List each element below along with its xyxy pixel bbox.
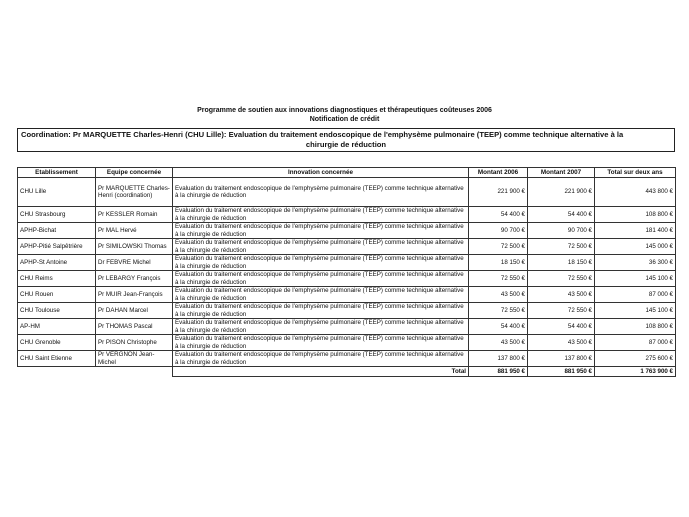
title-line-2: Notification de crédit bbox=[309, 116, 380, 123]
cell-montant-2006: 137 800 € bbox=[469, 351, 528, 367]
cell-etablissement: CHU Rouen bbox=[18, 287, 96, 303]
cell-total: 87 000 € bbox=[595, 335, 676, 351]
cell-innovation: Evaluation du traitement endoscopique de l'emphysème pulmonaire (TEEP) comme technique alternative à la chirurgie de réduction bbox=[173, 178, 469, 207]
cell-montant-2007: 72 550 € bbox=[528, 271, 595, 287]
cell-montant-2006: 18 150 € bbox=[469, 255, 528, 271]
cell-total: 145 100 € bbox=[595, 271, 676, 287]
col-header-equipe: Equipe concernée bbox=[96, 168, 173, 178]
cell-montant-2006: 72 500 € bbox=[469, 239, 528, 255]
cell-equipe: Pr SIMILOWSKI Thomas bbox=[96, 239, 173, 255]
cell-innovation: Evaluation du traitement endoscopique de l'emphysème pulmonaire (TEEP) comme technique alternative à la chirurgie de réduction bbox=[173, 255, 469, 271]
table-row bbox=[18, 287, 676, 303]
cell-montant-2007: 54 400 € bbox=[528, 207, 595, 223]
col-header-montant-2007: Montant 2007 bbox=[528, 168, 595, 178]
cell-equipe: Pr VERGNON Jean-Michel bbox=[96, 351, 173, 367]
cell-montant-2007: 18 150 € bbox=[528, 255, 595, 271]
cell-montant-2006: 43 500 € bbox=[469, 335, 528, 351]
cell-montant-2006: 54 400 € bbox=[469, 319, 528, 335]
col-header-innovation: Innovation concernée bbox=[173, 168, 469, 178]
cell-innovation: Evaluation du traitement endoscopique de l'emphysème pulmonaire (TEEP) comme technique alternative à la chirurgie de réduction bbox=[173, 207, 469, 223]
total-label: Total bbox=[173, 367, 469, 377]
cell-total: 443 800 € bbox=[595, 178, 676, 207]
cell-equipe: Pr MARQUETTE Charles-Henri (coordination) bbox=[96, 178, 173, 207]
cell-innovation: Evaluation du traitement endoscopique de l'emphysème pulmonaire (TEEP) comme technique alternative à la chirurgie de réduction bbox=[173, 223, 469, 239]
cell-total: 87 000 € bbox=[595, 287, 676, 303]
cell-equipe: Pr MAL Hervé bbox=[96, 223, 173, 239]
cell-etablissement: APHP-Pitié Salpêtrière bbox=[18, 239, 96, 255]
cell-montant-2006: 54 400 € bbox=[469, 207, 528, 223]
cell-montant-2007: 43 500 € bbox=[528, 335, 595, 351]
cell-etablissement: CHU Lille bbox=[18, 178, 96, 207]
coordination-line-1: Coordination: Pr MARQUETTE Charles-Henri (CHU Lille): Evaluation du traitement endoscopique de l'emphysème pulmonaire (TEEP) comme technique alternative à la bbox=[21, 130, 624, 139]
cell-equipe: Pr PISON Christophe bbox=[96, 335, 173, 351]
document-title bbox=[0, 106, 689, 124]
cell-total: 108 800 € bbox=[595, 207, 676, 223]
cell-montant-2007: 221 900 € bbox=[528, 178, 595, 207]
cell-montant-2007: 72 500 € bbox=[528, 239, 595, 255]
cell-total: 145 100 € bbox=[595, 303, 676, 319]
cell-etablissement: AP-HM bbox=[18, 319, 96, 335]
cell-montant-2007: 137 800 € bbox=[528, 351, 595, 367]
cell-montant-2006: 90 700 € bbox=[469, 223, 528, 239]
cell-total: 36 300 € bbox=[595, 255, 676, 271]
cell-innovation: Evaluation du traitement endoscopique de l'emphysème pulmonaire (TEEP) comme technique alternative à la chirurgie de réduction bbox=[173, 319, 469, 335]
cell-total: 181 400 € bbox=[595, 223, 676, 239]
cell-equipe: Pr KESSLER Romain bbox=[96, 207, 173, 223]
table-header-row bbox=[18, 168, 676, 178]
table-row bbox=[18, 319, 676, 335]
cell-montant-2006: 221 900 € bbox=[469, 178, 528, 207]
cell-total: 145 000 € bbox=[595, 239, 676, 255]
cell-etablissement: CHU Grenoble bbox=[18, 335, 96, 351]
cell-etablissement: CHU Reims bbox=[18, 271, 96, 287]
cell-innovation: Evaluation du traitement endoscopique de l'emphysème pulmonaire (TEEP) comme technique alternative à la chirurgie de réduction bbox=[173, 239, 469, 255]
total-row-spacer bbox=[18, 367, 173, 377]
cell-etablissement: CHU Strasbourg bbox=[18, 207, 96, 223]
cell-innovation: Evaluation du traitement endoscopique de l'emphysème pulmonaire (TEEP) comme technique alternative à la chirurgie de réduction bbox=[173, 335, 469, 351]
cell-montant-2007: 43 500 € bbox=[528, 287, 595, 303]
table-total-row bbox=[18, 367, 676, 377]
table-row bbox=[18, 303, 676, 319]
cell-montant-2007: 72 550 € bbox=[528, 303, 595, 319]
table-row bbox=[18, 239, 676, 255]
total-montant-2006: 881 950 € bbox=[469, 367, 528, 377]
cell-equipe: Pr MUIR Jean-François bbox=[96, 287, 173, 303]
title-line-1: Programme de soutien aux innovations diagnostiques et thérapeutiques coûteuses 2006 bbox=[197, 107, 492, 114]
col-header-etablissement: Etablissement bbox=[18, 168, 96, 178]
cell-equipe: Pr LEBARGY François bbox=[96, 271, 173, 287]
coordination-box bbox=[17, 128, 675, 152]
cell-equipe: Dr FEBVRE Michel bbox=[96, 255, 173, 271]
col-header-total: Total sur deux ans bbox=[595, 168, 676, 178]
cell-etablissement: CHU Toulouse bbox=[18, 303, 96, 319]
funding-table bbox=[17, 167, 676, 377]
table-row bbox=[18, 255, 676, 271]
cell-total: 108 800 € bbox=[595, 319, 676, 335]
cell-montant-2007: 54 400 € bbox=[528, 319, 595, 335]
total-sur-deux-ans: 1 763 900 € bbox=[595, 367, 676, 377]
coordination-line-2: chirurgie de réduction bbox=[305, 140, 387, 149]
cell-montant-2006: 43 500 € bbox=[469, 287, 528, 303]
cell-innovation: Evaluation du traitement endoscopique de l'emphysème pulmonaire (TEEP) comme technique alternative à la chirurgie de réduction bbox=[173, 287, 469, 303]
cell-equipe: Pr THOMAS Pascal bbox=[96, 319, 173, 335]
table-row bbox=[18, 271, 676, 287]
table-row bbox=[18, 207, 676, 223]
cell-total: 275 600 € bbox=[595, 351, 676, 367]
total-montant-2007: 881 950 € bbox=[528, 367, 595, 377]
cell-innovation: Evaluation du traitement endoscopique de l'emphysème pulmonaire (TEEP) comme technique alternative à la chirurgie de réduction bbox=[173, 351, 469, 367]
table-row bbox=[18, 178, 676, 207]
cell-etablissement: APHP-Bichat bbox=[18, 223, 96, 239]
cell-etablissement: CHU Saint Etienne bbox=[18, 351, 96, 367]
cell-equipe: Pr DAHAN Marcel bbox=[96, 303, 173, 319]
col-header-montant-2006: Montant 2006 bbox=[469, 168, 528, 178]
cell-innovation: Evaluation du traitement endoscopique de l'emphysème pulmonaire (TEEP) comme technique alternative à la chirurgie de réduction bbox=[173, 271, 469, 287]
cell-etablissement: APHP-St Antoine bbox=[18, 255, 96, 271]
cell-innovation: Evaluation du traitement endoscopique de l'emphysème pulmonaire (TEEP) comme technique alternative à la chirurgie de réduction bbox=[173, 303, 469, 319]
table-row bbox=[18, 335, 676, 351]
cell-montant-2006: 72 550 € bbox=[469, 303, 528, 319]
table-row bbox=[18, 223, 676, 239]
cell-montant-2006: 72 550 € bbox=[469, 271, 528, 287]
table-row bbox=[18, 351, 676, 367]
cell-montant-2007: 90 700 € bbox=[528, 223, 595, 239]
